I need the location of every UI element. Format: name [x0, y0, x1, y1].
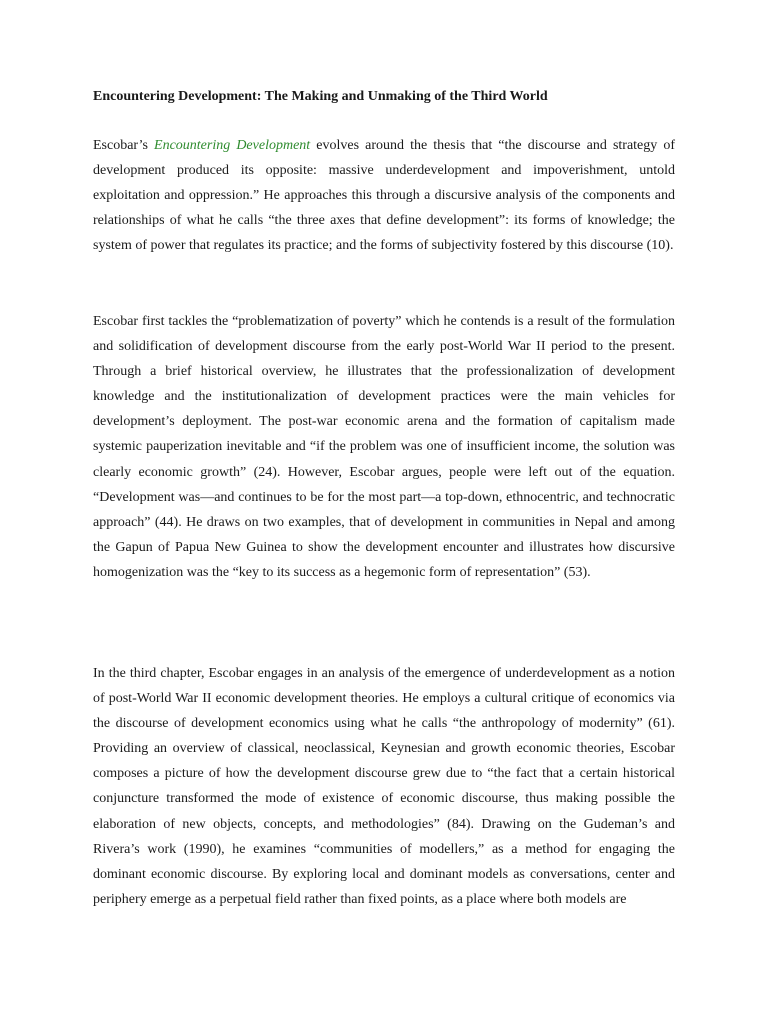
- paragraph-intro-body: evolves around the thesis that “the discourse and strategy of development produced its opposite: massive underdevelopment and impoverishment, untold exploitation and oppression.” He approaches this through a discursive analysis of the components and relationships of what he calls “the three axes that define development”: its forms of knowledge; the system of power that regulates its practice; and the forms of subjectivity fostered by this discourse (10).: [93, 138, 676, 254]
- book-title-emphasis: Encountering Development: [154, 138, 311, 153]
- paragraph-intro: [93, 133, 675, 258]
- paragraph-poverty: Escobar first tackles the “problematization of poverty” which he contends is a result of the formulation and solidification of development discourse from the early post-World War II period to the present. Through a brief historical overview, he illustrates that the professionalization of development knowledge and the institutionalization of development practices were the main vehicles for development’s deployment. The post-war economic arena and the formation of capitalism made systemic pauperization inevitable and “if the problem was one of insufficient income, the solution was clearly economic growth” (24). However, Escobar argues, people were left out of the equation. “Development was—and continues to be for the most part—a top-down, ethnocentric, and technocratic approach” (44). He draws on two examples, that of development in communities in Nepal and among the Gapun of Papua New Guinea to show the development encounter and illustrates how discursive homogenization was the “key to its success as a hegemonic form of representation” (53).: [93, 314, 675, 580]
- paragraph-third-chapter: In the third chapter, Escobar engages in an analysis of the emergence of underdevelopment as a notion of post-World War II economic development theories. He employs a cultural critique of economics via the discourse of development economics using what he calls “the anthropology of modernity” (61). Providing an overview of classical, neoclassical, Keynesian and growth economic theories, Escobar composes a picture of how the development discourse grew due to “the fact that a certain historical conjuncture transformed the mode of existence of economic discourse, thus making possible the elaboration of new objects, concepts, and methodologies” (84). Drawing on the Gudeman’s and Rivera’s work (1990), he examines “communities of modellers,” as a method for engaging the dominant economic discourse. By exploring local and dominant models as conversations, center and periphery emerge as a perpetual field rather than fixed points, as a place where both models are: [93, 666, 675, 907]
- paragraph-intro-lead: Escobar’s: [93, 138, 155, 153]
- document-title: Encountering Development: The Making and Unmaking of the Third World: [93, 89, 548, 104]
